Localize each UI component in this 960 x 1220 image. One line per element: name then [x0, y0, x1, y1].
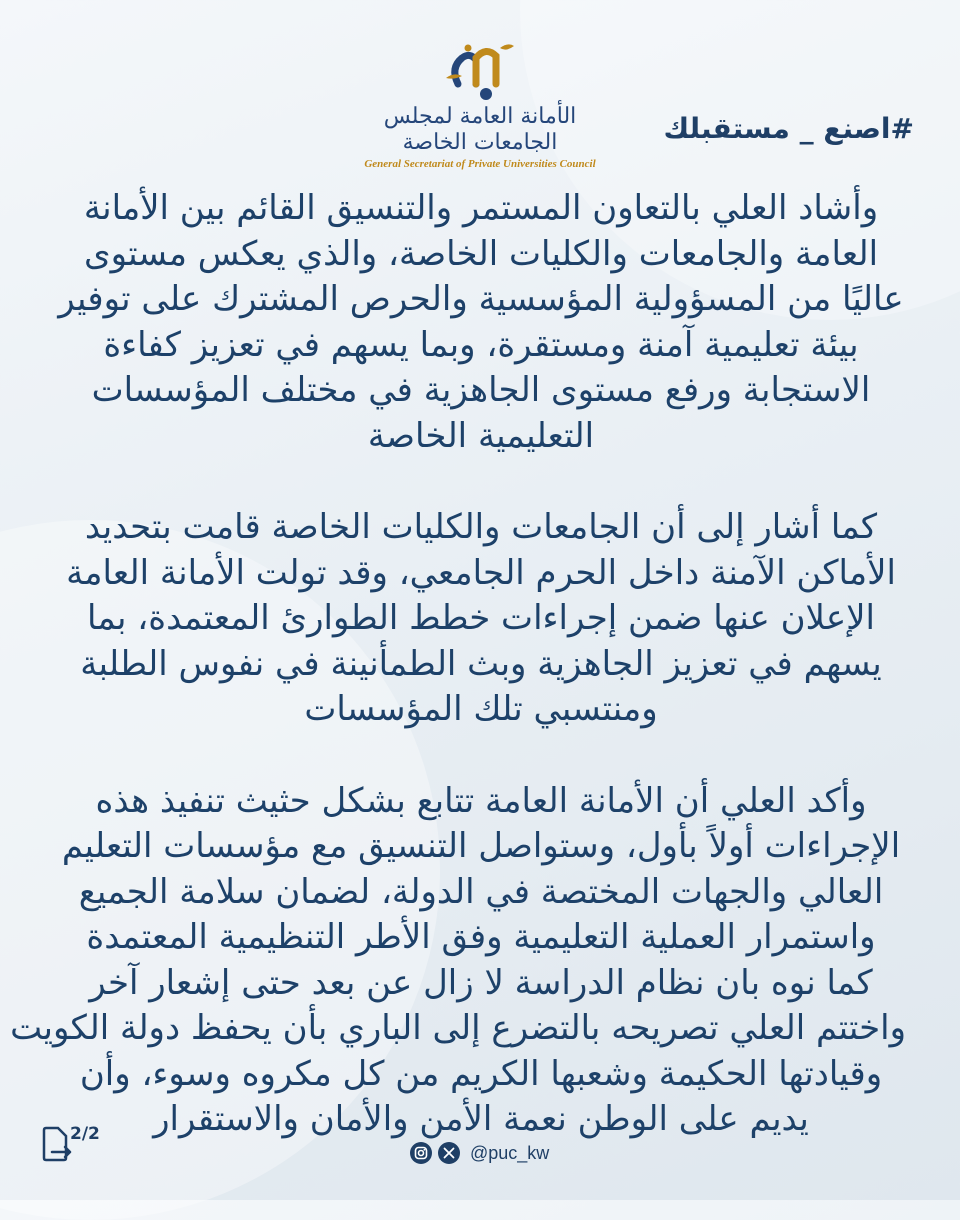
- logo-english-text: General Secretariat of Private Universities Council: [364, 158, 596, 170]
- logo-arabic-text: الأمانة العامة لمجلس الجامعات الخاصة: [383, 104, 577, 155]
- text-line: العامة والجامعات والكليات الخاصة، والذي يعكس مستوى: [83, 233, 879, 274]
- organization-logo: [360, 38, 600, 168]
- page-number: 2/2: [70, 1124, 100, 1144]
- x-icon[interactable]: [438, 1142, 460, 1164]
- text-line: العالي والجهات المختصة في الدولة، لضمان سلامة الجميع: [78, 871, 884, 912]
- text-line: كما نوه بان نظام الدراسة لا زال عن بعد حتى إشعار آخر: [89, 962, 873, 1003]
- text-line: يسهم في تعزيز الجاهزية وبث الطمأنينة في نفوس الطلبة: [80, 643, 882, 684]
- paragraph: [56, 186, 906, 459]
- text-line: الأماكن الآمنة داخل الحرم الجامعي، وقد تولت الأمانة العامة: [66, 552, 896, 593]
- article-body: [10, 186, 906, 1189]
- logo-mark-icon: [440, 38, 520, 106]
- text-line: واستمرار العملية التعليمية وفق الأطر التنظيمية المعتمدة: [86, 917, 876, 957]
- social-handle[interactable]: @puc_kw: [470, 1142, 550, 1163]
- text-line: عاليًا من المسؤولية المؤسسية والحرص المشترك على توفير: [58, 279, 904, 319]
- text-line: وأكد العلي أن الأمانة العامة تتابع بشكل حثيث تنفيذ هذه: [95, 780, 867, 821]
- text-line: وأشاد العلي بالتعاون المستمر والتنسيق القائم بين الأمانة: [83, 188, 879, 228]
- text-line: واختتم العلي تصريحه بالتضرع إلى الباري بأن يحفظ دولة الكويت: [10, 1008, 906, 1048]
- paragraph: [56, 505, 906, 733]
- page-indicator: [40, 1124, 120, 1164]
- text-line: يديم على الوطن نعمة الأمن والأمان والاستقرار: [153, 1099, 809, 1139]
- instagram-icon[interactable]: [410, 1142, 432, 1164]
- social-links: [410, 1140, 549, 1166]
- text-line: الإجراءات أولاً بأول، وستواصل التنسيق مع مؤسسات التعليم: [61, 826, 901, 866]
- text-line: الاستجابة ورفع مستوى الجاهزية في مختلف المؤسسات: [91, 370, 871, 410]
- paragraph: [10, 779, 906, 1143]
- text-line: ومنتسبي تلك المؤسسات: [304, 689, 658, 729]
- text-line: كما أشار إلى أن الجامعات والكليات الخاصة قامت بتحديد: [84, 507, 878, 547]
- text-line: التعليمية الخاصة: [367, 415, 595, 456]
- text-line: الإعلان عنها ضمن إجراءات خطط الطوارئ المعتمدة، بما: [87, 598, 875, 638]
- text-line: بيئة تعليمية آمنة ومستقرة، وبما يسهم في تعزيز كفاءة: [103, 324, 859, 365]
- text-line: وقيادتها الحكيمة وشعبها الكريم من كل مكروه وسوء، وأن: [79, 1053, 883, 1094]
- hashtag-link[interactable]: #اصنع _ مستقبلك: [663, 112, 914, 145]
